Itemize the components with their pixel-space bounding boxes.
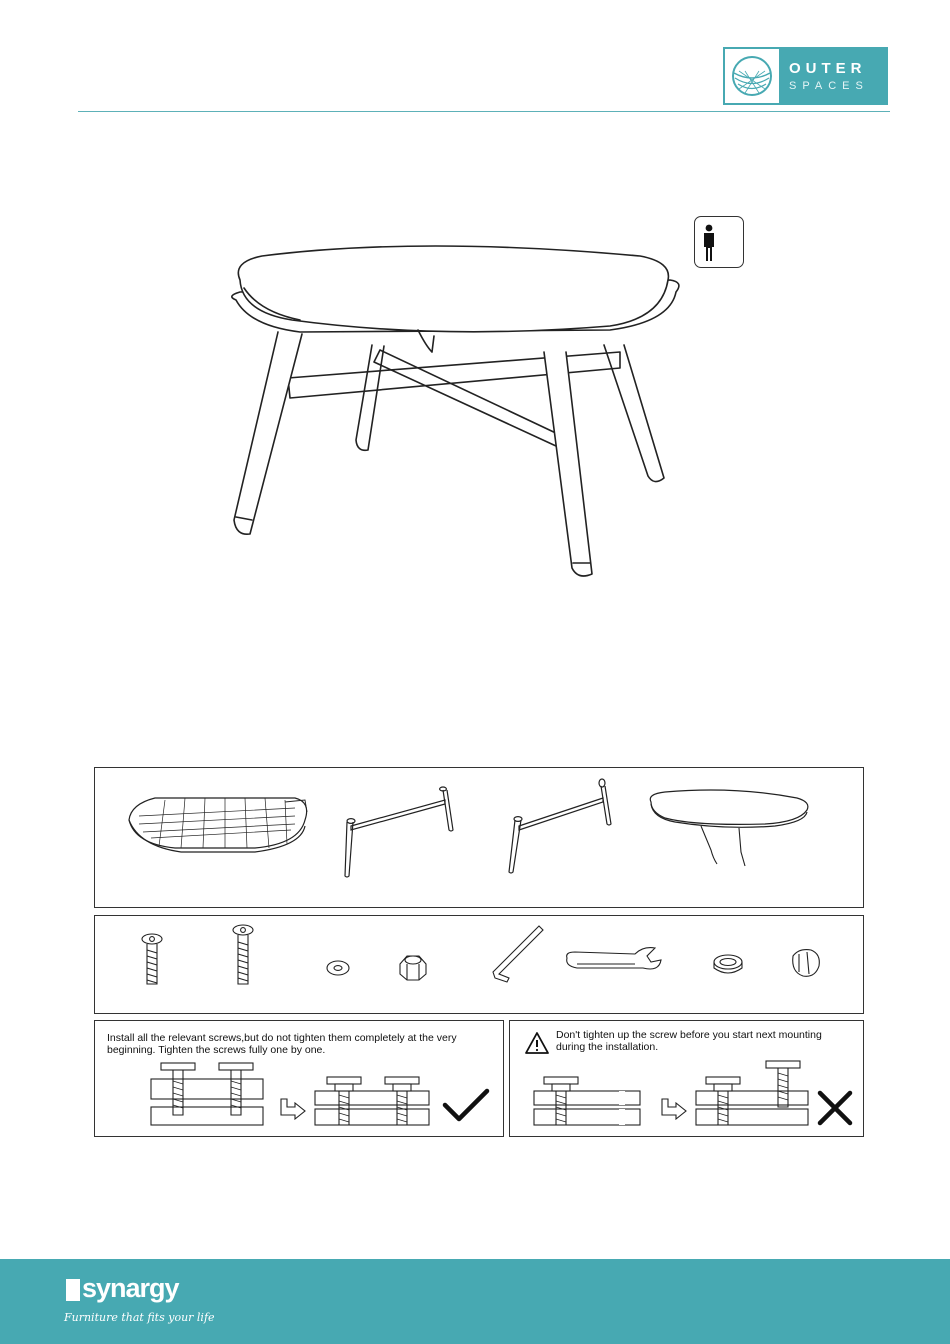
- leg-pair-with-rail-icon: [509, 779, 611, 873]
- synargy-logo-mark: [66, 1279, 80, 1301]
- cap-nut-icon: [793, 950, 820, 977]
- hardware-illustrations: [95, 916, 865, 1015]
- assembly-tip-correct: [94, 1020, 504, 1137]
- seat-cushion-icon: [650, 790, 808, 866]
- screw-diagram-correct: [95, 1021, 505, 1138]
- long-bolt-icon: [233, 925, 253, 984]
- one-person-icon: [694, 216, 744, 268]
- woven-seat-frame-icon: [129, 798, 307, 852]
- logo-text-outer: OUTER: [789, 60, 867, 77]
- assembly-tip-wrong: [509, 1020, 864, 1137]
- footer-band: [0, 1259, 950, 1344]
- short-bolt-icon: [142, 934, 162, 984]
- foot-pad-icon: [714, 955, 742, 973]
- synargy-tagline: Furniture that fits your life: [64, 1311, 215, 1324]
- logo-text-spaces: SPACES: [789, 80, 869, 92]
- nut-icon: [400, 956, 426, 980]
- tip-correct-text: Install all the relevant screws,but do not tighten them completely at the very beginning. Tighten the screws fully one by one.: [107, 1032, 457, 1056]
- allen-key-icon: [493, 926, 543, 982]
- parts-panel: [94, 767, 864, 908]
- next-step-arrow-icon: [662, 1099, 686, 1119]
- screw-diagram-wrong: [510, 1021, 865, 1138]
- leg-pair-with-rail-icon: [345, 787, 453, 877]
- spanner-icon: [567, 948, 661, 969]
- parts-illustrations: [95, 768, 865, 909]
- ottoman-illustration: [0, 0, 950, 600]
- synargy-logo-text: synargy: [82, 1273, 179, 1303]
- washer-icon: [327, 961, 349, 975]
- warning-triangle-icon: [526, 1033, 548, 1053]
- hardware-panel: [94, 915, 864, 1014]
- tip-wrong-text: Don't tighten up the screw before you start next mounting during the installation.: [556, 1029, 822, 1053]
- next-step-arrow-icon: [281, 1099, 305, 1119]
- checkmark-icon: [445, 1091, 487, 1119]
- cross-icon: [820, 1093, 850, 1123]
